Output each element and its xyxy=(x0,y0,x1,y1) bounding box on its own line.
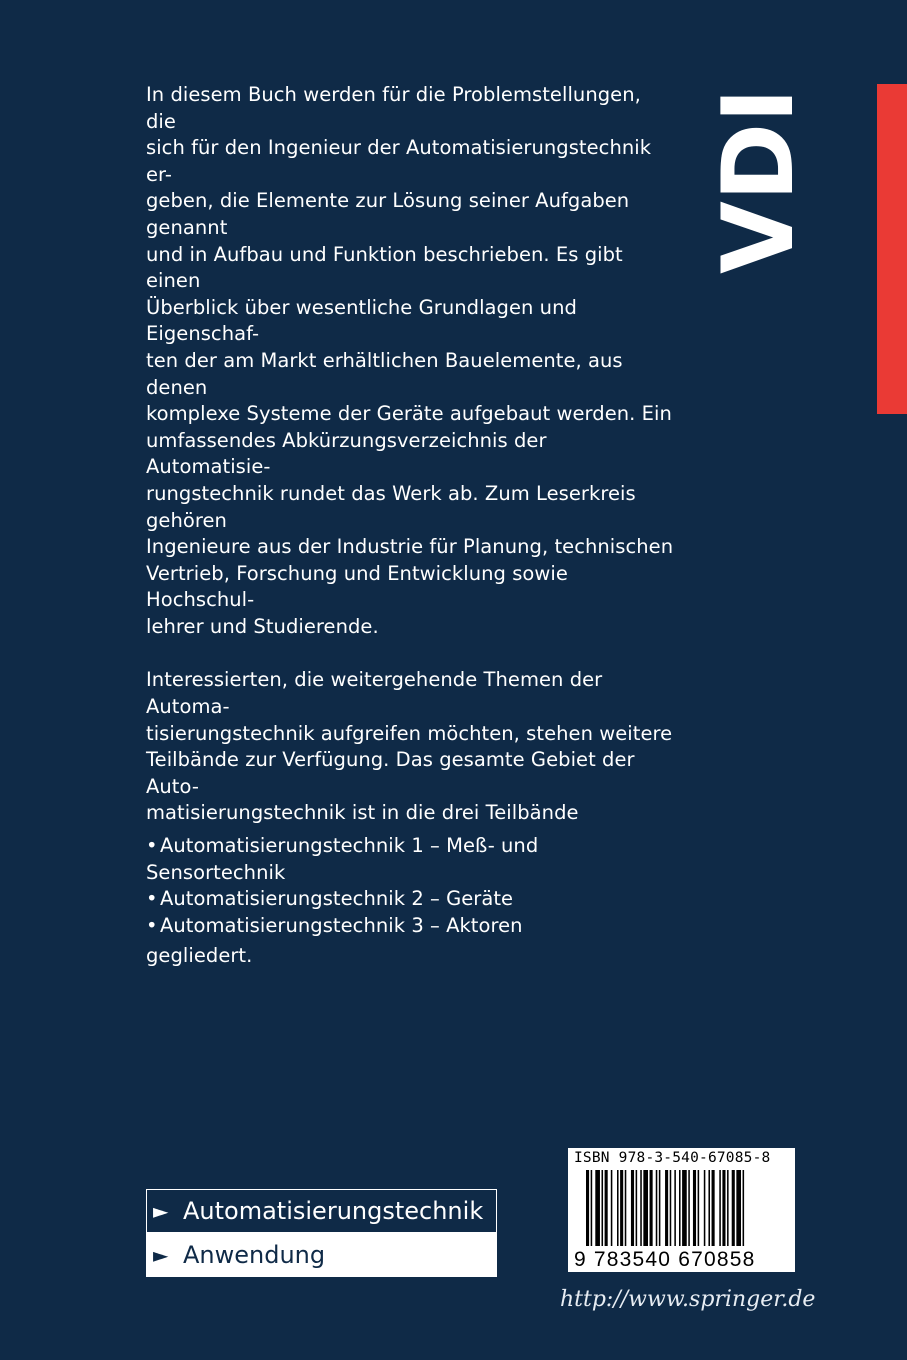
barcode-bar xyxy=(591,1170,593,1246)
barcode-bar xyxy=(698,1170,700,1246)
text-line: umfassendes Abkürzungsverzeichnis der Automatisie- xyxy=(146,428,547,479)
barcode-bar xyxy=(679,1170,681,1246)
bullet-icon: • xyxy=(146,834,158,858)
barcode-bar xyxy=(617,1170,619,1246)
barcode-bar xyxy=(620,1170,623,1246)
text-line: matisierungstechnik ist in die drei Teilbände xyxy=(146,801,579,825)
barcode-bar xyxy=(586,1170,589,1246)
barcode-bar xyxy=(595,1170,600,1246)
text-line: Teilbände zur Verfügung. Das gesamte Gebiet der Auto- xyxy=(146,748,635,798)
series-item-automatisierungstechnik xyxy=(147,1190,496,1233)
paragraph-1 xyxy=(146,82,676,640)
barcode-bar xyxy=(640,1170,642,1246)
barcode-bar xyxy=(643,1170,648,1246)
volume-list xyxy=(146,833,676,939)
barcode-bar xyxy=(611,1170,613,1246)
barcode-bar xyxy=(712,1170,715,1246)
barcode-bar xyxy=(602,1170,604,1246)
barcode-bar xyxy=(722,1170,725,1246)
barcode-bar xyxy=(743,1170,745,1246)
barcode-bar xyxy=(631,1170,634,1246)
barcode-bar xyxy=(665,1170,668,1246)
barcode-bar xyxy=(674,1170,676,1246)
text-line: Vertrieb, Forschung und Entwicklung sowie Hochschul- xyxy=(146,561,568,612)
triangle-right-icon: ► xyxy=(153,1243,169,1267)
barcode-bar xyxy=(605,1170,608,1246)
text-line: tisierungstechnik aufgreifen möchten, stehen weitere xyxy=(146,721,673,745)
barcode-bar xyxy=(732,1170,735,1246)
vdi-logo-text: VDI xyxy=(702,80,816,274)
series-box xyxy=(146,1189,497,1277)
text-line: rungstechnik rundet das Werk ab. Zum Leserkreis gehören xyxy=(146,481,636,532)
volume-label: Automatisierungstechnik 1 – Meß- und Sensortechnik xyxy=(146,834,539,884)
text-line: geben, die Elemente zur Lösung seiner Aufgaben genannt xyxy=(146,189,630,239)
barcode-bar xyxy=(704,1170,706,1246)
barcode-bar xyxy=(682,1170,687,1246)
isbn-label: ISBN 978-3-540-67085-8 xyxy=(574,1150,771,1166)
barcode-bar xyxy=(659,1170,661,1246)
barcode-bar xyxy=(693,1170,696,1246)
barcode-bar xyxy=(636,1170,638,1246)
publisher-url[interactable]: http://www.springer.de xyxy=(560,1287,816,1312)
barcode-bars xyxy=(572,1170,791,1248)
isbn-barcode xyxy=(568,1148,795,1272)
series-label: Automatisierungstechnik xyxy=(183,1197,484,1225)
text-line: und in Aufbau und Funktion beschrieben. Es gibt einen xyxy=(146,242,623,293)
accent-bar xyxy=(877,84,907,414)
text-line: Interessierten, die weitergehende Themen der Automa- xyxy=(146,668,603,719)
barcode-bar xyxy=(656,1170,658,1246)
barcode-bar xyxy=(670,1170,672,1246)
triangle-right-icon: ► xyxy=(153,1199,169,1223)
barcode-bar xyxy=(625,1170,627,1246)
closing-text: gegliedert. xyxy=(146,944,253,968)
text-line: lehrer und Studierende. xyxy=(146,614,379,638)
list-item xyxy=(146,833,676,886)
vdi-logo xyxy=(702,80,816,274)
text-line: In diesem Buch werden für die Problemstellungen, die xyxy=(146,83,641,133)
text-line: Überblick über wesentliche Grundlagen und Eigenschaf- xyxy=(146,295,577,346)
bullet-icon: • xyxy=(146,913,158,937)
barcode-bar xyxy=(719,1170,721,1246)
barcode-digits: 9 783540 670858 xyxy=(574,1248,756,1271)
text-line: ten der am Markt erhältlichen Bauelemente, aus denen xyxy=(146,348,623,399)
text-line: sich für den Ingenieur der Automatisierungstechnik er- xyxy=(146,136,652,186)
list-item xyxy=(146,886,676,913)
list-item xyxy=(146,913,676,940)
paragraph-2 xyxy=(146,667,676,827)
barcode-bar xyxy=(650,1170,653,1246)
volume-label: Automatisierungstechnik 2 – Geräte xyxy=(160,887,514,911)
bullet-icon: • xyxy=(146,887,158,911)
barcode-bar xyxy=(708,1170,710,1246)
text-line: komplexe Systeme der Geräte aufgebaut werden. Ein xyxy=(146,402,672,426)
barcode-bar xyxy=(688,1170,690,1246)
blurb-text xyxy=(146,82,676,970)
text-line: Ingenieure aus der Industrie für Planung, technischen xyxy=(146,535,674,559)
barcode-bar xyxy=(727,1170,729,1246)
barcode-bar xyxy=(736,1170,741,1246)
series-label: Anwendung xyxy=(183,1241,326,1269)
series-item-anwendung xyxy=(147,1233,496,1277)
volume-label: Automatisierungstechnik 3 – Aktoren xyxy=(160,913,523,937)
